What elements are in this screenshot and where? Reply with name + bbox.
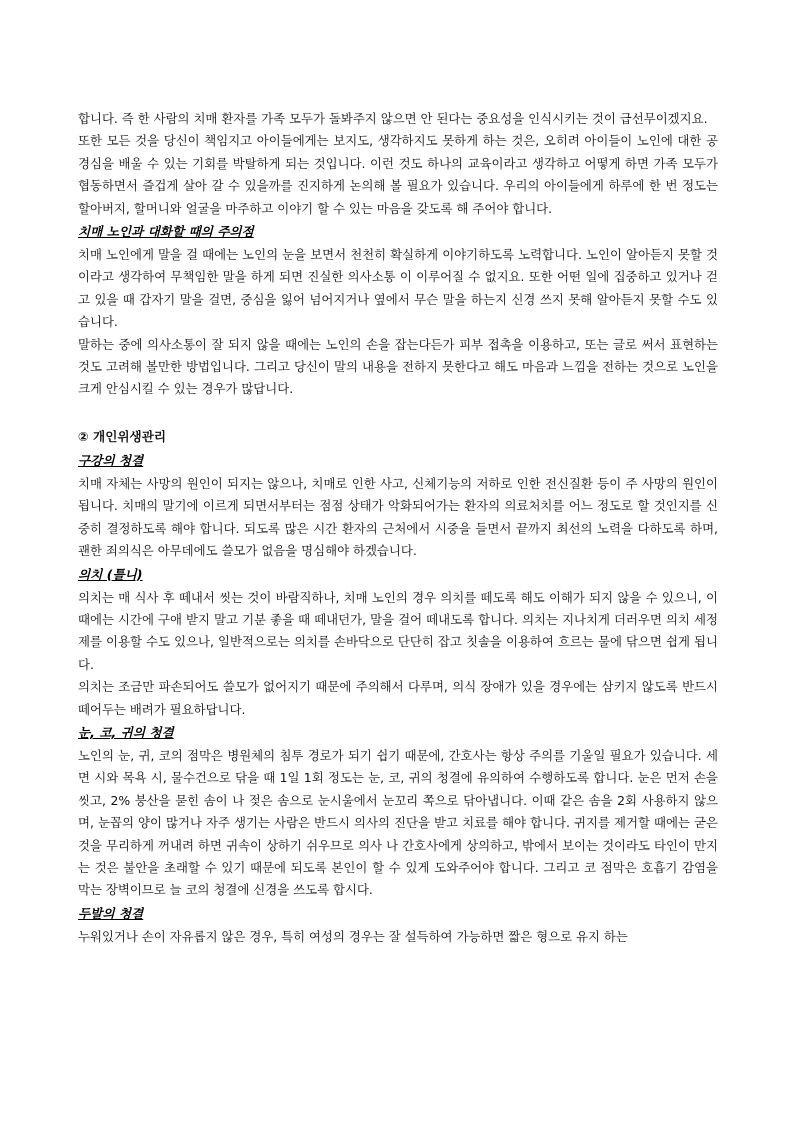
heading-dentures: 의치 (틀니)	[78, 566, 143, 582]
paragraph-conversation-eye-contact: 치매 노인에게 말을 걸 때에는 노인의 눈을 보면서 천천히 확실하게 이야기하도록 노력합니다. 노인이 알아듣지 못할 것이라고 생각하여 무책임한 말을 하게 되면 진실한 의사소통 이 이루어질 수 없지요. 또한 어떤 일에 집중하고 있거나 걷고 있을 때 갑자기 말을 걸면, 중심을 잃어 넘어지거나 옆에서 무슨 말을 하는지 신경 쓰지 못해 알아듣지 못할 수도 있습니다.	[78, 247, 718, 330]
paragraph-hair-hygiene: 누워있거나 손이 자유롭지 않은 경우, 특히 여성의 경우는 잘 설득하여 가능하면 짧은 형으로 유지 하는	[78, 928, 628, 944]
paragraph-oral-hygiene: 치매 자체는 사망의 원인이 되지는 않으나, 치매로 인한 사고, 신체기능의 저하로 인한 전신질환 등이 주 사망의 원인이 됩니다. 치매의 말기에 이르게 되면서부터는 점점 상태가 악화되어가는 환자의 의료처치를 어느 정도로 할 것인지를 신중히 결정하도록 해야 합니다. 되도록 많은 시간 환자의 근처에서 시중을 들면서 끝까지 최선의 노력을 다하도록 하며, 괜한 죄의식은 아무데에도 쓸모가 없음을 명심해야 하겠습니다.	[78, 475, 718, 559]
paragraph-family-care: 합니다. 즉 한 사람의 치매 환자를 가족 모두가 돌봐주지 않으면 안 된다는 중요성을 인식시키는 것이 급선무이겠지요.	[78, 111, 708, 126]
heading-eye-nose-ear: 눈, 코, 귀의 청결	[78, 724, 174, 740]
heading-conversation-tips: 치매 노인과 대화할 때의 주의점	[78, 224, 254, 240]
paragraph-children-education: 또한 모든 것을 당신이 책임지고 아이들에게는 보지도, 생각하지도 못하게 하는 것은, 오히려 아이들이 노인에 대한 공경심을 배울 수 있는 기회를 박탈하게 되는 것입니다. 이런 것도 하나의 교육이라고 생각하고 어떻게 하면 가족 모두가 협동하면서 즐겁게 살아 갈 수 있을까를 진지하게 논의해 볼 필요가 있습니다. 우리의 아이들에게 하루에 한 번 정도는 할아버지, 할머니와 얼굴을 마주하고 이야기 할 수 있는 마음을 갖도록 해 주어야 합니다.	[78, 133, 718, 216]
paragraph-eye-nose-ear: 노인의 눈, 귀, 코의 점막은 병원체의 침투 경로가 되기 쉽기 때문에, 간호사는 항상 주의를 기울일 필요가 있습니다. 세면 시와 목욕 시, 물수건으로 닦을 때 1일 1회 정도는 눈, 코, 귀의 청결에 유의하여 수행하도록 합니다. 눈은 먼저 손을 씻고, 2% 붕산을 묻힌 솜이 나 젖은 솜으로 눈시울에서 눈꼬리 쪽으로 닦아냅니다. 이때 같은 솜을 2회 사용하지 않으며, 눈꼽의 양이 많거나 자주 생기는 사람은 반드시 의사의 진단을 받고 치료를 해야 합니다. 귀지를 제거할 때에는 굳은 것을 무리하게 꺼내려 하면 귀속이 상하기 쉬우므로 의사 나 간호사에게 상의하고, 밖에서 보이는 것이라도 타인이 만지는 것은 불안을 초래할 수 있기 때문에 되도록 본인이 할 수 있게 도와주어야 합니다. 그리고 코 점막은 호흡기 감염을 막는 장벽이므로 늘 코의 청결에 신경을 쓰도록 합시다.	[78, 747, 718, 898]
section-spacer	[78, 401, 718, 425]
section-title-personal-hygiene: ② 개인위생관리	[78, 428, 167, 444]
heading-oral-hygiene: 구강의 청결	[78, 452, 144, 468]
paragraph-dentures-caution: 의치는 조금만 파손되어도 쓸모가 없어지기 때문에 주의해서 다루며, 의식 장애가 있을 경우에는 삼키지 않도록 반드시 떼어두는 배려가 필요하답니다.	[78, 679, 718, 717]
paragraph-dentures-cleaning: 의치는 매 식사 후 떼내서 씻는 것이 바람직하나, 치매 노인의 경우 의치를 떼도록 해도 이해가 되지 않을 수 있으니, 이때에는 시간에 구애 받지 말고 기분 좋을 때 떼내던가, 말을 걸어 떼내도록 합니다. 의치는 지나치게 더러우면 의치 세정제를 이용할 수도 있으나, 일반적으로는 의치를 손바닥으로 단단히 잡고 칫솔을 이용하여 흐르는 물에 닦으면 쉽게 됩니다.	[78, 589, 718, 672]
paragraph-conversation-touch: 말하는 중에 의사소통이 잘 되지 않을 때에는 노인의 손을 잡는다든가 피부 접촉을 이용하고, 또는 글로 써서 표현하는 것도 고려해 볼만한 방법입니다. 그리고 당신이 말의 내용을 전하지 못한다고 해도 마음과 느낌을 전하는 것으로 노인을 크게 안심시킬 수 있는 경우가 많답니다.	[78, 336, 718, 397]
document-page	[78, 108, 718, 948]
heading-hair-hygiene: 두발의 청결	[78, 905, 144, 921]
